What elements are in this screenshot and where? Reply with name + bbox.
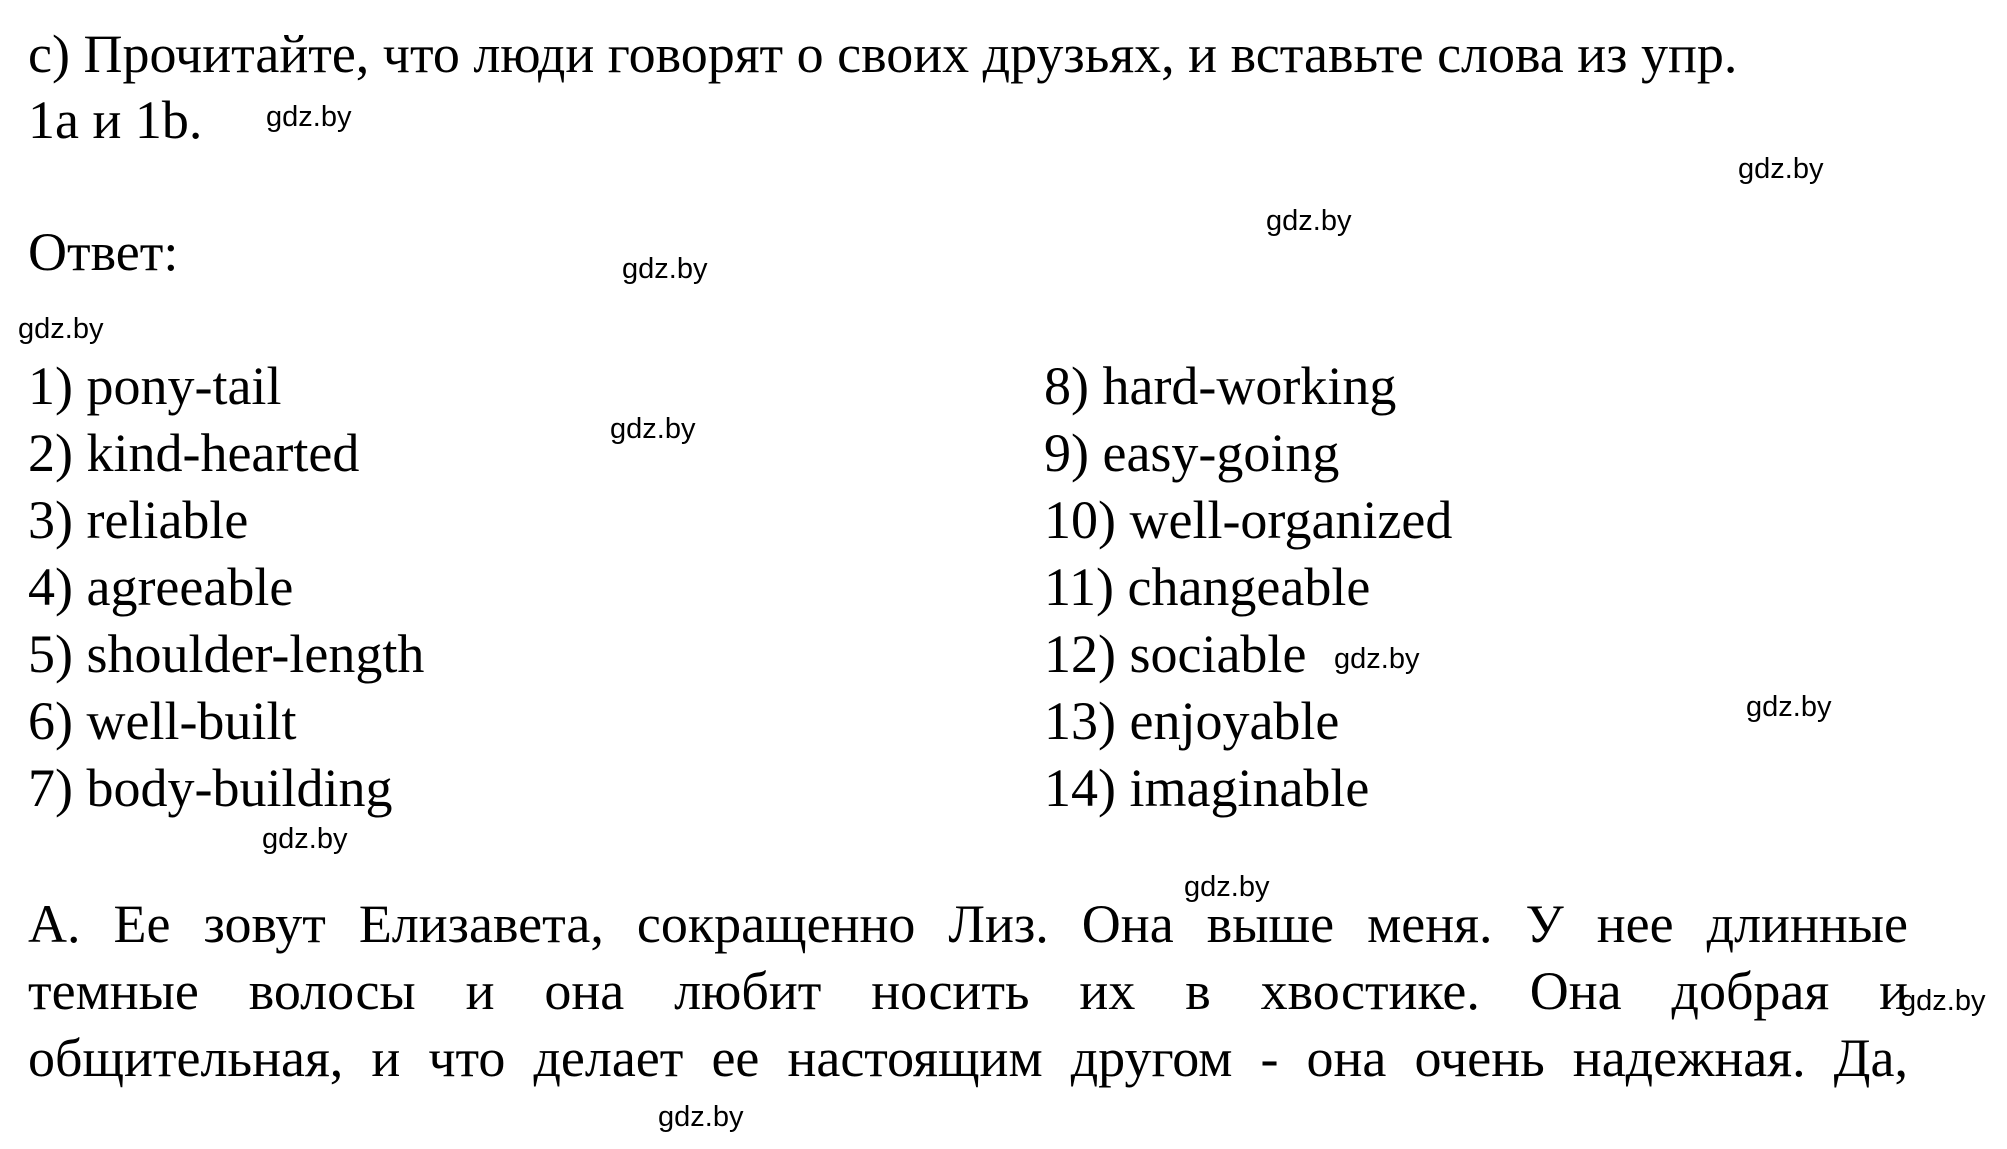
watermark: gdz.by [266,101,352,133]
list-item: 9) easy-going [1044,423,1340,483]
watermark: gdz.by [1738,153,1824,185]
list-item: 6) well-built [28,691,297,751]
watermark: gdz.by [1334,643,1420,675]
list-item: 7) body-building [28,758,393,818]
list-item: 5) shoulder-length [28,624,425,684]
paragraph-line-1: А. Ее зовут Елизавета, сокращенно Лиз. Она выше меня. У нее длинные [28,894,1908,954]
answer-label: Ответ: [28,222,179,282]
list-item: 13) enjoyable [1044,691,1340,751]
list-item: 4) agreeable [28,557,294,617]
watermark: gdz.by [1184,871,1270,903]
list-item: 3) reliable [28,490,249,550]
watermark: gdz.by [262,823,348,855]
task-line-1: с) Прочитайте, что люди говорят о своих друзьях, и вставьте слова из упр. [28,24,1738,84]
list-item: 10) well-organized [1044,490,1453,550]
list-item: 1) pony-tail [28,356,282,416]
watermark: gdz.by [610,413,696,445]
watermark: gdz.by [18,313,104,345]
watermark: gdz.by [658,1101,744,1133]
watermark: gdz.by [1900,985,1986,1017]
paragraph-line-3: общительная, и что делает ее настоящим другом - она очень надежная. Да, [28,1028,1908,1088]
watermark: gdz.by [1266,205,1352,237]
list-item: 11) changeable [1044,557,1371,617]
paragraph-line-2: темные волосы и она любит носить их в хвостике. Она добрая и [28,961,1908,1021]
watermark: gdz.by [622,253,708,285]
list-item: 14) imaginable [1044,758,1370,818]
task-line-2: 1a и 1b. [28,90,203,150]
list-item: 2) kind-hearted [28,423,360,483]
list-item: 12) sociable [1044,624,1307,684]
list-item: 8) hard-working [1044,356,1397,416]
watermark: gdz.by [1746,691,1832,723]
